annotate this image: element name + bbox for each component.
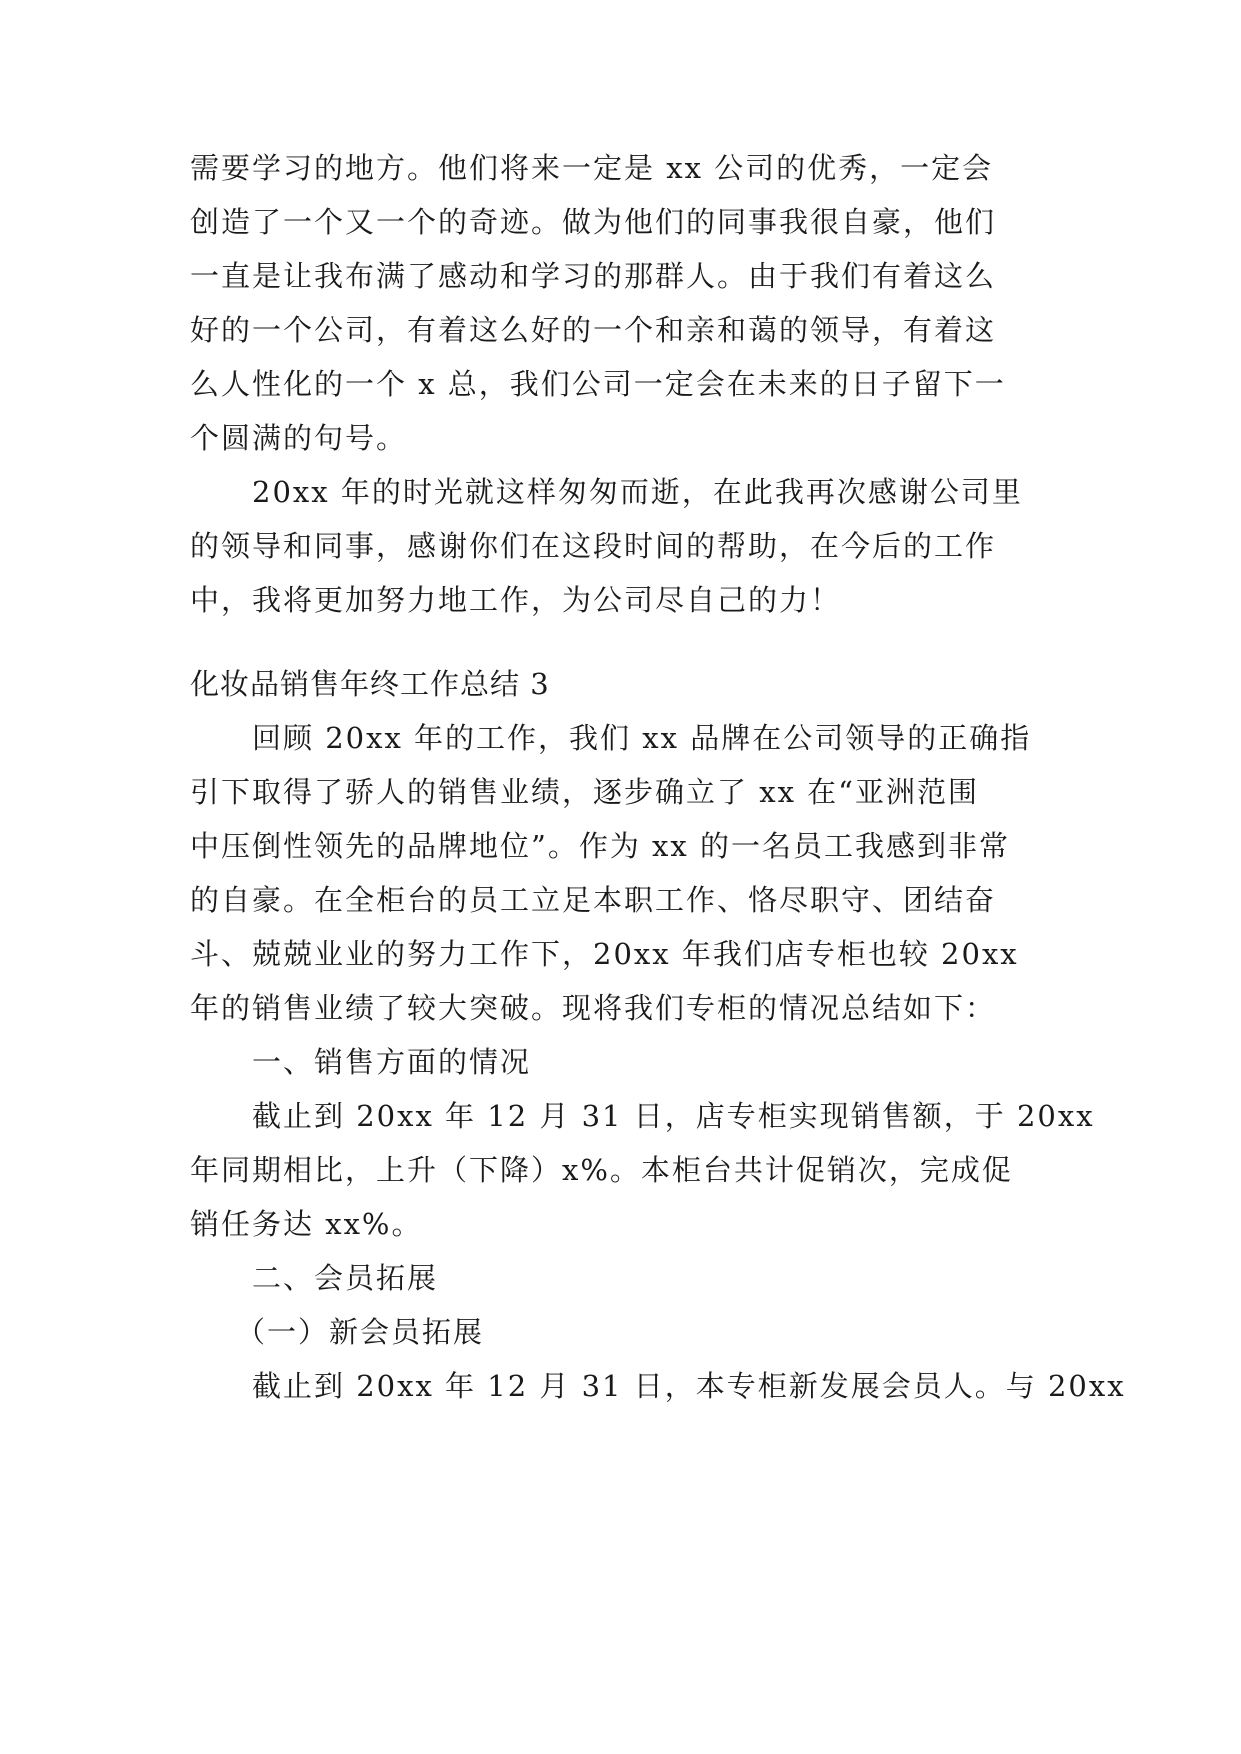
- paragraph-start-line: 截止到 20xx 年 12 月 31 日，本专柜新发展会员人。与 20xx: [252, 1369, 1126, 1403]
- body-text-line: 的领导和同事，感谢你们在这段时间的帮助，在今后的工作: [190, 529, 997, 563]
- body-text-line: 中压倒性领先的品牌地位”。作为 xx 的一名员工我感到非常: [190, 829, 1010, 863]
- body-text-line: 年的销售业绩了较大突破。现将我们专柜的情况总结如下：: [190, 991, 997, 1025]
- section-title: 化妆品销售年终工作总结 3: [190, 667, 550, 701]
- paragraph-start-line: 回顾 20xx 年的工作，我们 xx 品牌在公司领导的正确指: [252, 721, 1032, 755]
- subheading: （一）新会员拓展: [236, 1315, 485, 1349]
- body-text-line: 创造了一个又一个的奇迹。做为他们的同事我很自豪，他们: [190, 205, 997, 239]
- body-text-line: 需要学习的地方。他们将来一定是 xx 公司的优秀，一定会: [190, 151, 994, 185]
- subheading: 二、会员拓展: [252, 1261, 439, 1295]
- body-text-line: 中，我将更加努力地工作，为公司尽自己的力！: [190, 583, 842, 617]
- body-text-line: 的自豪。在全柜台的员工立足本职工作、恪尽职守、团结奋: [190, 883, 997, 917]
- body-text-line: 么人性化的一个 x 总，我们公司一定会在未来的日子留下一: [190, 367, 1006, 401]
- body-text-line: 个圆满的句号。: [190, 421, 408, 455]
- body-text-line: 年同期相比，上升（下降）x%。本柜台共计促销次，完成促: [190, 1153, 1013, 1187]
- body-text-line: 一直是让我布满了感动和学习的那群人。由于我们有着这么: [190, 259, 997, 293]
- body-text-line: 引下取得了骄人的销售业绩，逐步确立了 xx 在“亚洲范围: [190, 775, 979, 809]
- body-text-line: 好的一个公司，有着这么好的一个和亲和蔼的领导，有着这: [190, 313, 997, 347]
- paragraph-start-line: 20xx 年的时光就这样匆匆而逝，在此我再次感谢公司里: [252, 475, 1023, 509]
- body-text-line: 斗、兢兢业业的努力工作下，20xx 年我们店专柜也较 20xx: [190, 937, 1019, 971]
- body-text-line: 销任务达 xx%。: [190, 1207, 423, 1241]
- paragraph-start-line: 截止到 20xx 年 12 月 31 日，店专柜实现销售额，于 20xx: [252, 1099, 1095, 1133]
- subheading: 一、销售方面的情况: [252, 1045, 532, 1079]
